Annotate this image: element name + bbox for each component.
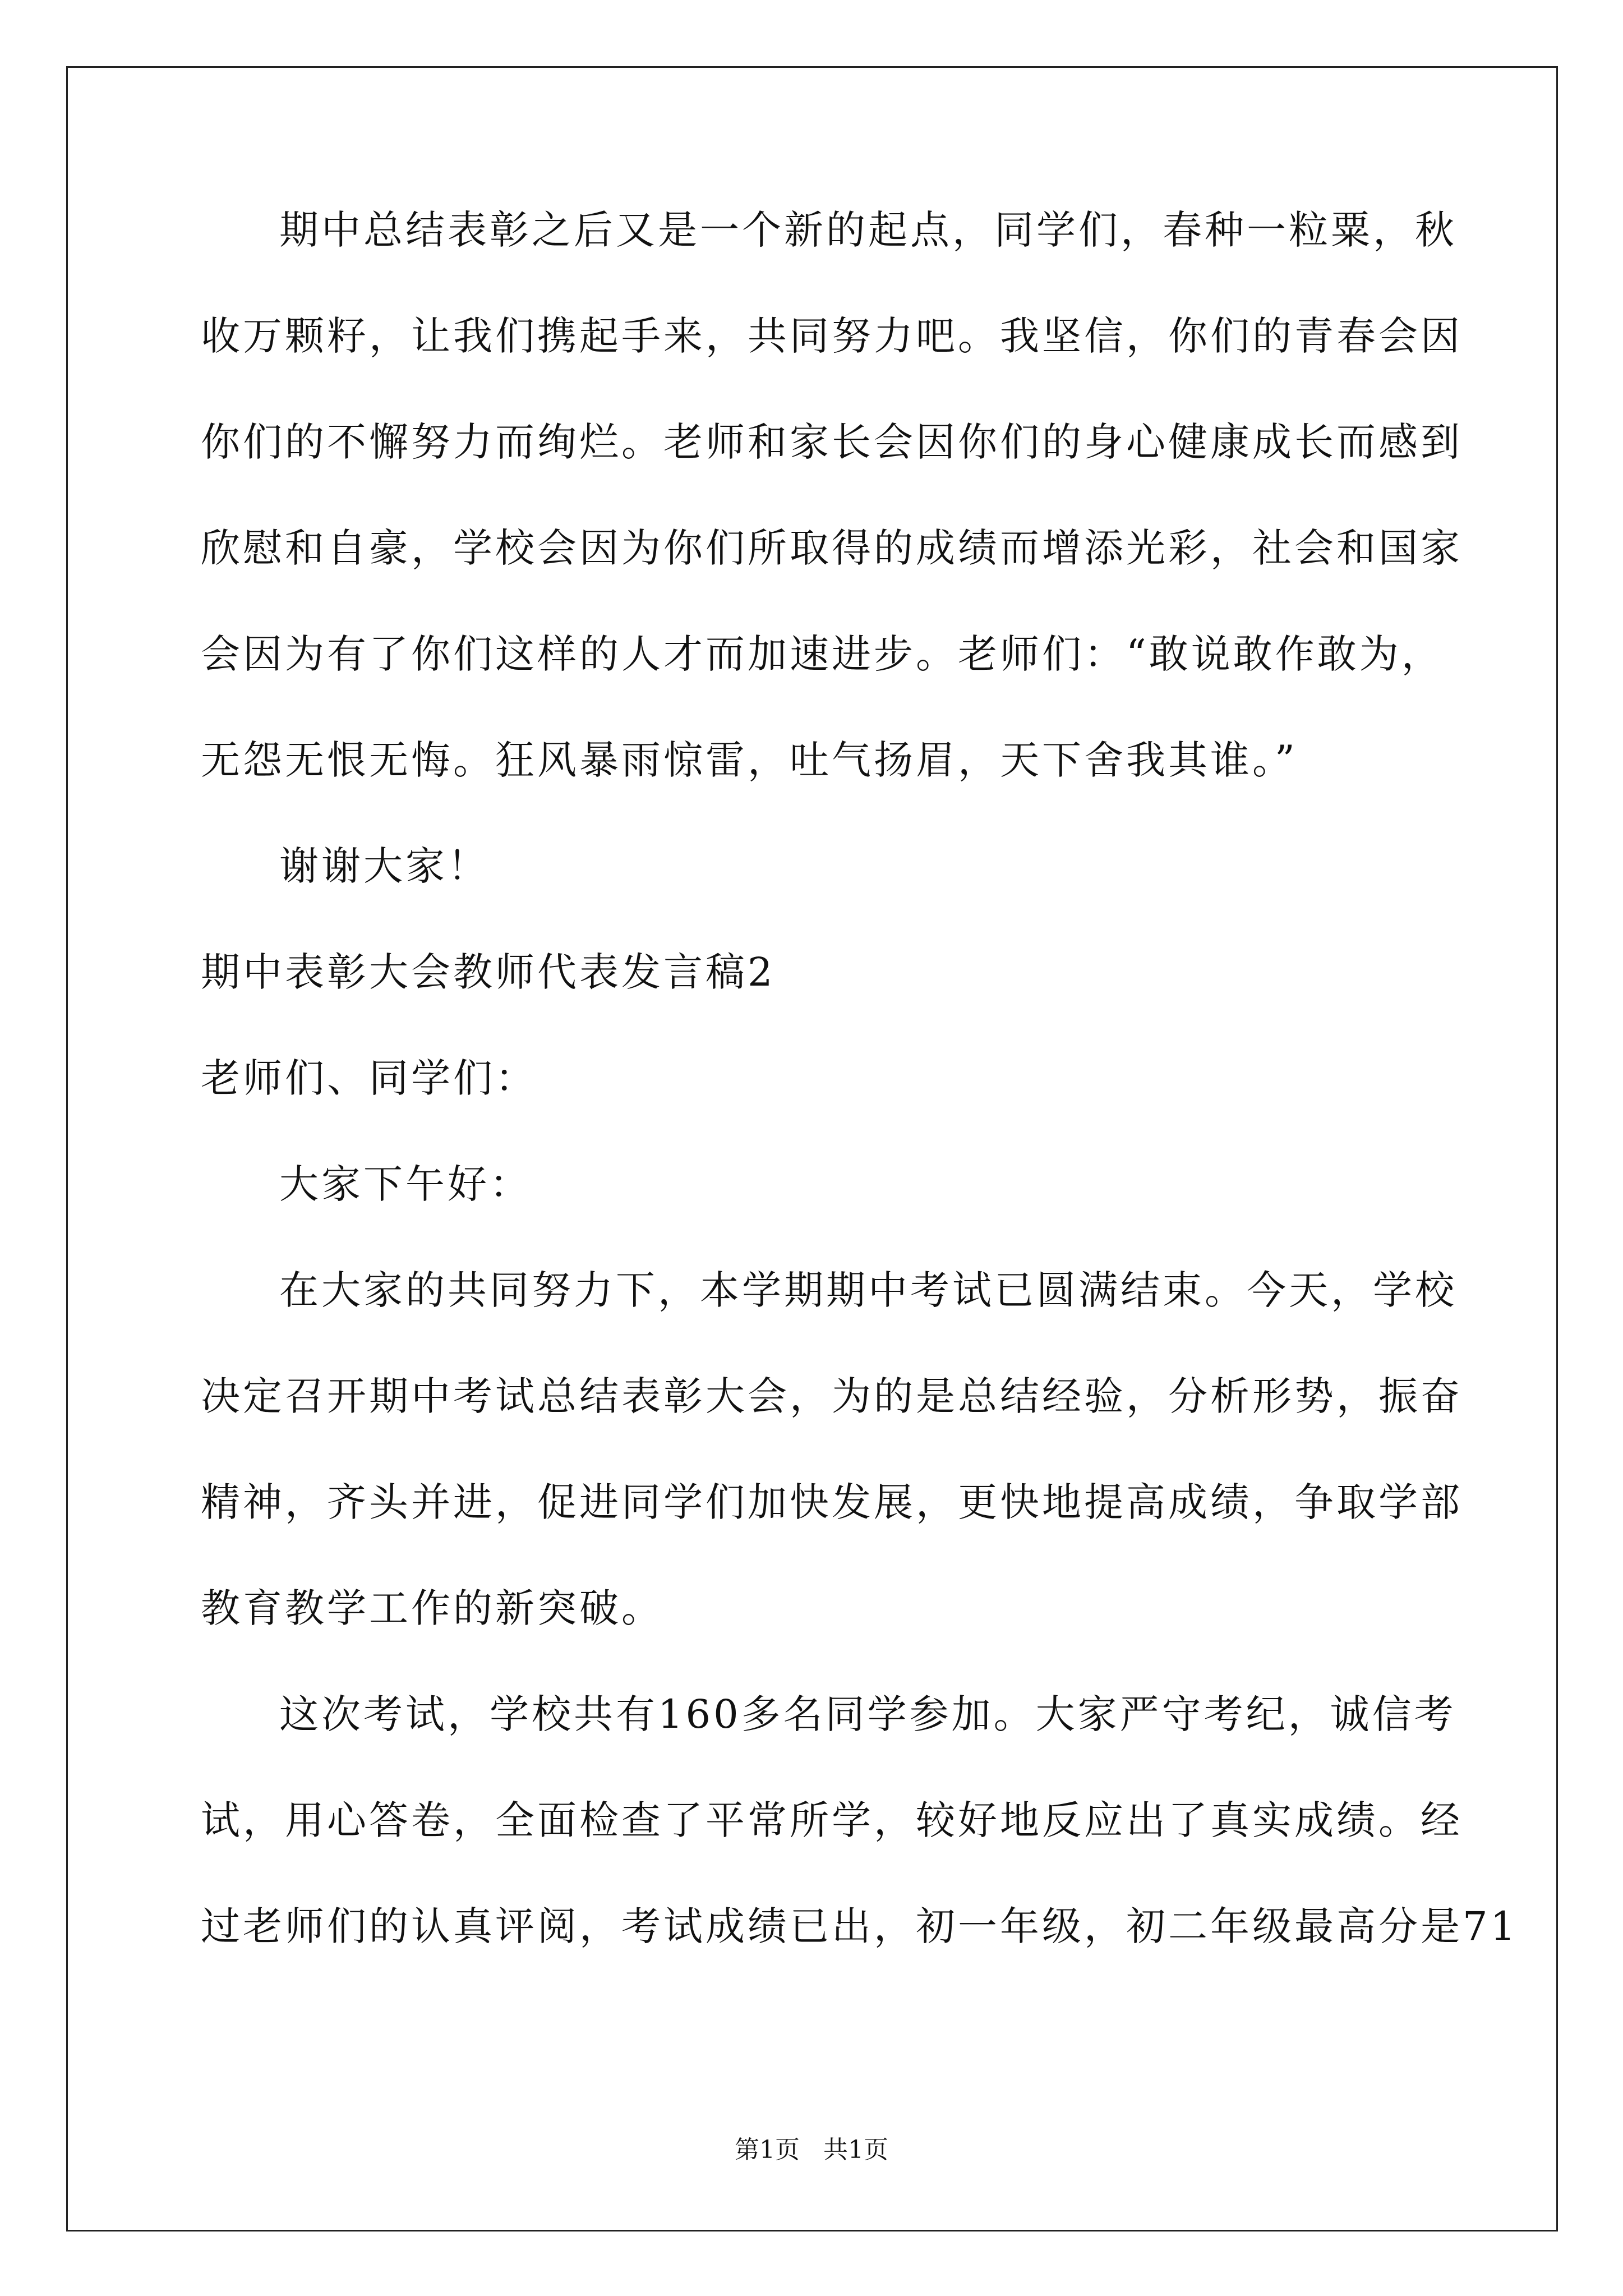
text-line-3: 你们的不懈努力而绚烂。老师和家长会因你们的身心健康成长而感到 [201, 419, 1463, 465]
text-line-2: 收万颗籽，让我们携起手来，共同努力吧。我坚信，你们的青春会因 [201, 313, 1463, 359]
text-line-13: 精神，齐头并进，促进同学们加快发展，更快地提高成绩，争取学部 [201, 1479, 1463, 1525]
text-line-17: 过老师们的认真评阅，考试成绩已出，初一年级，初二年级最高分是71 [201, 1903, 1519, 1949]
page-footer: 第1页 共1页 [735, 2136, 888, 2164]
text-line-15: 这次考试，学校共有160多名同学参加。大家严守考纪，诚信考 [279, 1691, 1456, 1737]
greeting: 大家下午好： [279, 1161, 532, 1207]
thanks-line: 谢谢大家！ [279, 843, 490, 889]
text-line-16: 试，用心答卷，全面检查了平常所学，较好地反应出了真实成绩。经 [201, 1797, 1463, 1843]
salutation: 老师们、同学们： [201, 1055, 537, 1101]
text-line-14: 教育教学工作的新突破。 [201, 1585, 663, 1631]
text-line-6: 无怨无恨无悔。狂风暴雨惊雷，吐气扬眉，天下舍我其谁。” [201, 737, 1298, 783]
text-line-1: 期中总结表彰之后又是一个新的起点，同学们，春种一粒粟，秋 [279, 207, 1457, 253]
text-line-12: 决定召开期中考试总结表彰大会，为的是总结经验，分析形势，振奋 [201, 1373, 1463, 1419]
section-title: 期中表彰大会教师代表发言稿2 [201, 949, 776, 995]
text-line-5: 会因为有了你们这样的人才而加速进步。老师们：“敢说敢作敢为， [201, 631, 1444, 677]
text-line-4: 欣慰和自豪，学校会因为你们所取得的成绩而增添光彩，社会和国家 [201, 525, 1463, 571]
document-body [201, 207, 1519, 2010]
text-line-11: 在大家的共同努力下，本学期期中考试已圆满结束。今天，学校 [279, 1267, 1457, 1313]
